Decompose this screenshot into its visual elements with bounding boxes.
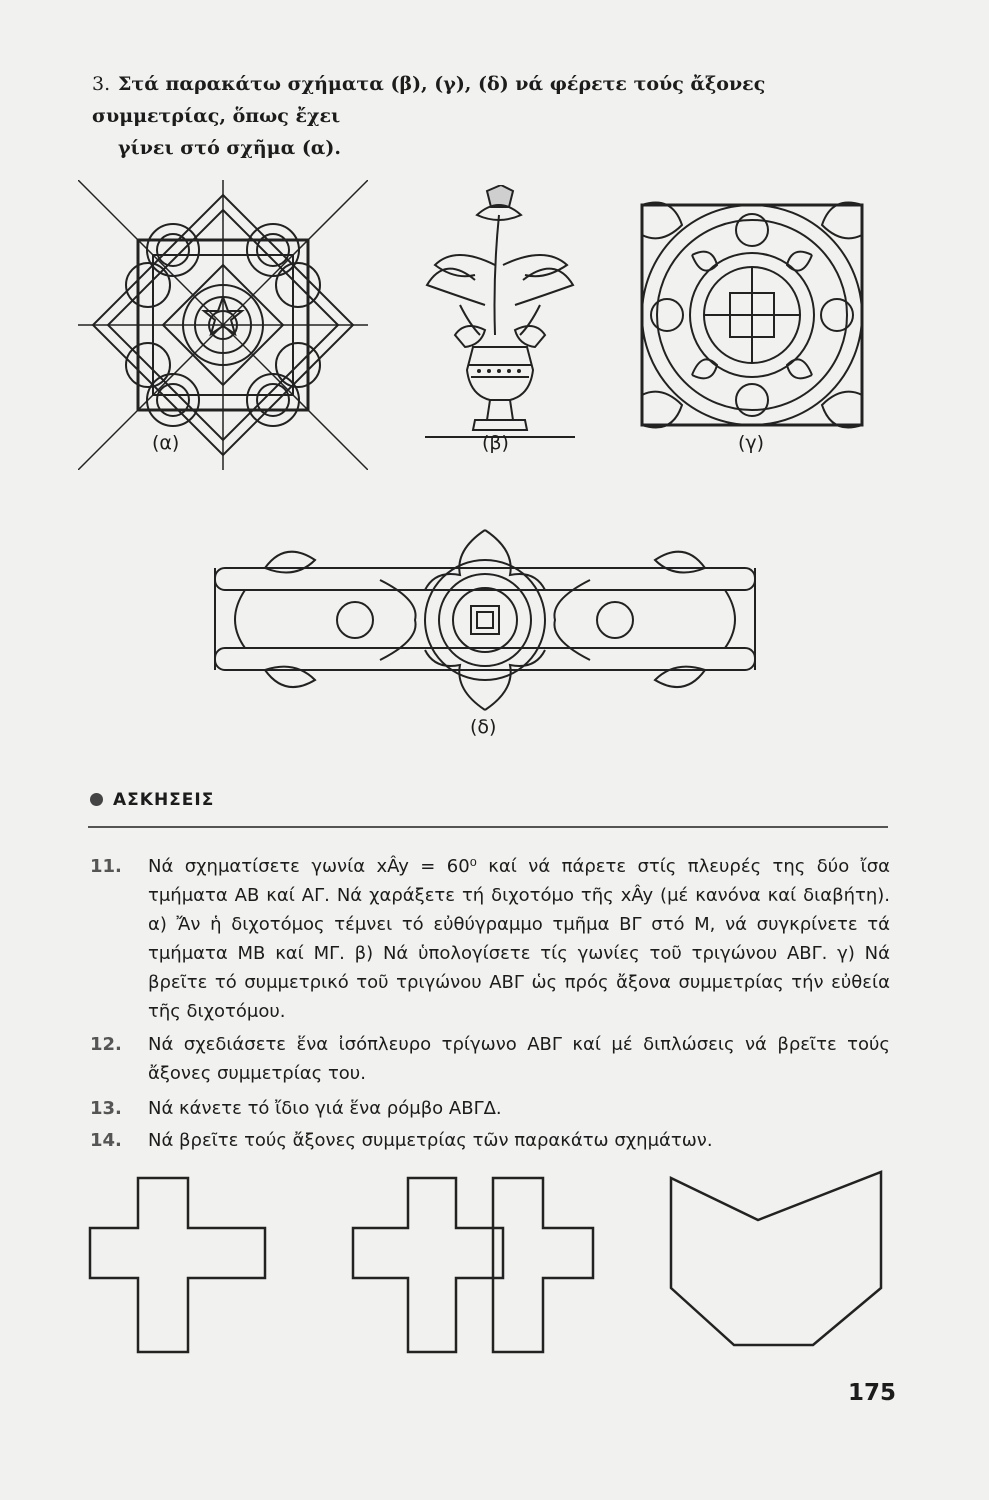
section-divider [88,826,888,828]
exercise-11 [90,852,890,1026]
exercise-number: 14. [90,1130,122,1151]
figure-beta-label: (β) [482,432,509,454]
figure-beta-vase [415,185,585,445]
cross-shape-1 [90,1178,265,1352]
shield-shape-4 [671,1172,881,1345]
page-number: 175 [848,1380,897,1406]
exercise-12 [90,1030,890,1088]
exercise-text: Νά κάνετε τό ἴδιο γιά ἕνα ρόμβο ΑΒΓΔ. [148,1098,502,1119]
exercise-14-shapes [88,1170,888,1360]
exercise-3-line-1: Στά παρακάτω σχήματα (β), (γ), (δ) νά φέρετε τούς ἄξονες συμμετρίας, ὅπως ἔχει [92,73,766,127]
exercise-3-text [92,68,892,164]
exercise-3-number: 3. [92,73,111,95]
step-shape-2 [353,1178,503,1352]
exercise-text: Νά σχεδιάσετε ἕνα ἰσόπλευρο τρίγωνο ΑΒΓ καί μέ διπλώσεις νά βρεῖτε τούς ἄξονες συμμετρίας του. [148,1034,890,1084]
figure-delta-ornament [205,520,765,720]
figure-gamma-ornament [622,185,882,445]
figure-alpha-label: (α) [152,432,180,454]
step-shape-3 [493,1178,593,1352]
figure-delta-label: (δ) [470,716,497,738]
exercise-number: 13. [90,1098,122,1119]
section-title-text: ΑΣΚΗΣΕΙΣ [113,790,215,810]
figure-alpha-ornament [78,180,368,470]
section-title [90,790,214,810]
exercise-14 [90,1126,890,1155]
figure-gamma-label: (γ) [738,432,765,454]
bullet-icon [90,793,103,806]
exercise-13 [90,1094,890,1123]
exercise-number: 12. [90,1034,122,1055]
exercise-text: Νά σχηματίσετε γωνία xÂy = 60⁰ καί νά πάρετε στίς πλευρές της δύο ἴσα τμήματα ΑΒ καί ΑΓ. Νά χαράξετε τή διχοτόμο τῆς xÂy (μέ κανόνα καί διαβήτη). α) Ἄν ἡ διχοτόμος τέμνει τό εὐθύγραμμο τμῆμα ΒΓ στό Μ, νά συγκρίνετε τά τμήματα ΜΒ καί ΜΓ. β) Νά ὑπολογίσετε τίς γωνίες τοῦ τριγώνου ΑΒΓ. γ) Νά βρεῖτε τό συμμετρικό τοῦ τριγώνου ΑΒΓ ὡς πρός ἄξονα συμμετρίας τήν εὐθεία τῆς διχοτόμου. [148,856,890,1022]
exercise-number: 11. [90,856,122,877]
exercise-text: Νά βρεῖτε τούς ἄξονες συμμετρίας τῶν παρακάτω σχημάτων. [148,1130,713,1151]
exercise-3-line-2: γίνει στό σχῆμα (α). [118,137,342,159]
